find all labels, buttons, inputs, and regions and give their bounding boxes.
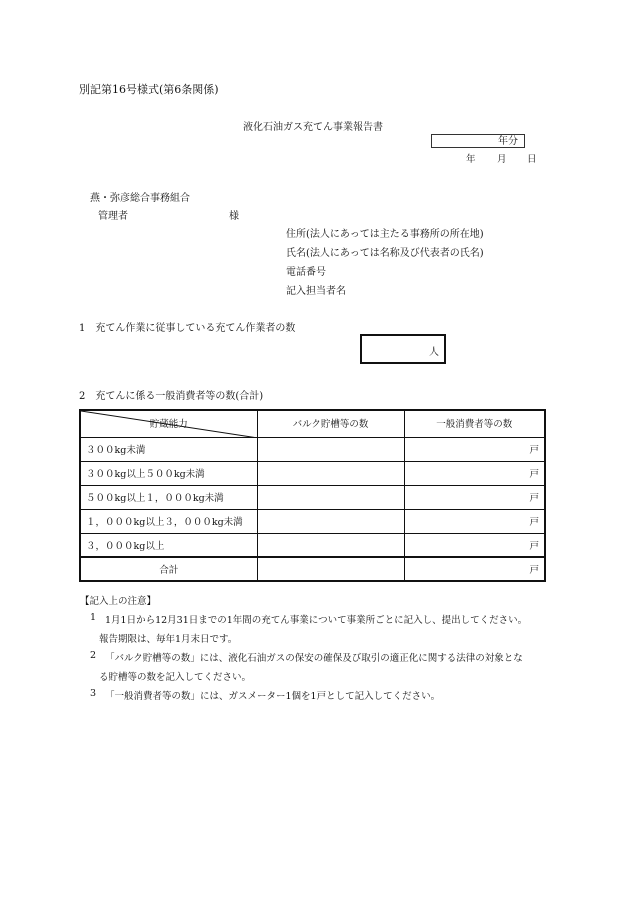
- table-row: [80, 509, 545, 533]
- note-text: 「バルク貯槽等の数」には、液化石油ガスの保安の確保及び取引の適正化に関する法律の対象とな: [105, 653, 523, 664]
- notes-heading: 【記入上の注意】: [80, 596, 157, 607]
- addressee-org: 燕・弥彦総合事務組合: [90, 193, 190, 204]
- note-number: 3: [90, 688, 97, 699]
- consumer-count-table: [79, 409, 546, 582]
- note-text: 「一般消費者等の数」には、ガスメーター1個を1戸として記入してください。: [105, 691, 441, 702]
- date-month-label: 月: [497, 154, 507, 165]
- consumer-header: 一般消費者等の数: [404, 410, 545, 437]
- addressee-honorific: 様: [229, 211, 239, 222]
- date-year-label: 年: [466, 154, 476, 165]
- date-day-label: 日: [527, 154, 537, 165]
- table-header-row: [80, 410, 545, 437]
- reporter-address-label: 住所(法人にあっては主たる事務所の所在地): [286, 229, 484, 240]
- worker-count-field[interactable]: [360, 334, 446, 364]
- worker-count-unit: 人: [429, 347, 439, 358]
- bulk-count-cell[interactable]: [257, 509, 404, 533]
- storage-capacity-header: [80, 410, 257, 437]
- table-row: [80, 437, 545, 461]
- bulk-count-cell[interactable]: [257, 437, 404, 461]
- addressee-role: 管理者: [98, 211, 128, 222]
- section1-heading: 1 充てん作業に従事している充てん作業者の数: [79, 323, 296, 334]
- note-text: 報告期限は、毎年1月末日です。: [99, 634, 238, 645]
- table-row: [80, 485, 545, 509]
- note-number: 1: [90, 612, 97, 623]
- consumer-count-cell[interactable]: 戸: [404, 509, 545, 533]
- bulk-total-cell[interactable]: [257, 557, 404, 581]
- note-text: 1月1日から12月31日までの1年間の充てん事業について事業所ごとに記入し、提出してください。: [105, 615, 528, 626]
- consumer-count-cell[interactable]: 戸: [404, 533, 545, 557]
- capacity-label: １，０００kg以上３，０００kg未満: [80, 509, 257, 533]
- note-number: 2: [90, 650, 97, 661]
- form-number: 別記第16号様式(第6条関係): [79, 83, 219, 96]
- consumer-total-cell[interactable]: 戸: [404, 557, 545, 581]
- bulk-count-cell[interactable]: [257, 533, 404, 557]
- consumer-count-cell[interactable]: 戸: [404, 461, 545, 485]
- year-suffix-label: 年分: [498, 136, 518, 147]
- capacity-label: ３００kg以上５００kg未満: [80, 461, 257, 485]
- total-label: 合計: [80, 557, 257, 581]
- reporter-phone-label: 電話番号: [286, 267, 326, 278]
- storage-capacity-label: 貯蔵能力: [149, 419, 188, 430]
- reporter-name-label: 氏名(法人にあっては名称及び代表者の氏名): [286, 248, 484, 259]
- capacity-label: ３，０００kg以上: [80, 533, 257, 557]
- year-field[interactable]: [431, 134, 525, 148]
- bulk-count-cell[interactable]: [257, 461, 404, 485]
- note-text: る貯槽等の数を記入してください。: [99, 672, 252, 683]
- consumer-count-cell[interactable]: 戸: [404, 485, 545, 509]
- consumer-count-cell[interactable]: 戸: [404, 437, 545, 461]
- table-row: [80, 461, 545, 485]
- capacity-label: ３００kg未満: [80, 437, 257, 461]
- capacity-label: ５００kg以上１，０００kg未満: [80, 485, 257, 509]
- bulk-tank-header: バルク貯槽等の数: [257, 410, 404, 437]
- document-title: 液化石油ガス充てん事業報告書: [243, 122, 383, 133]
- section2-heading: 2 充てんに係る一般消費者等の数(合計): [79, 391, 264, 402]
- table-total-row: [80, 557, 545, 581]
- reporter-contact-label: 記入担当者名: [286, 286, 346, 297]
- bulk-count-cell[interactable]: [257, 485, 404, 509]
- table-row: [80, 533, 545, 557]
